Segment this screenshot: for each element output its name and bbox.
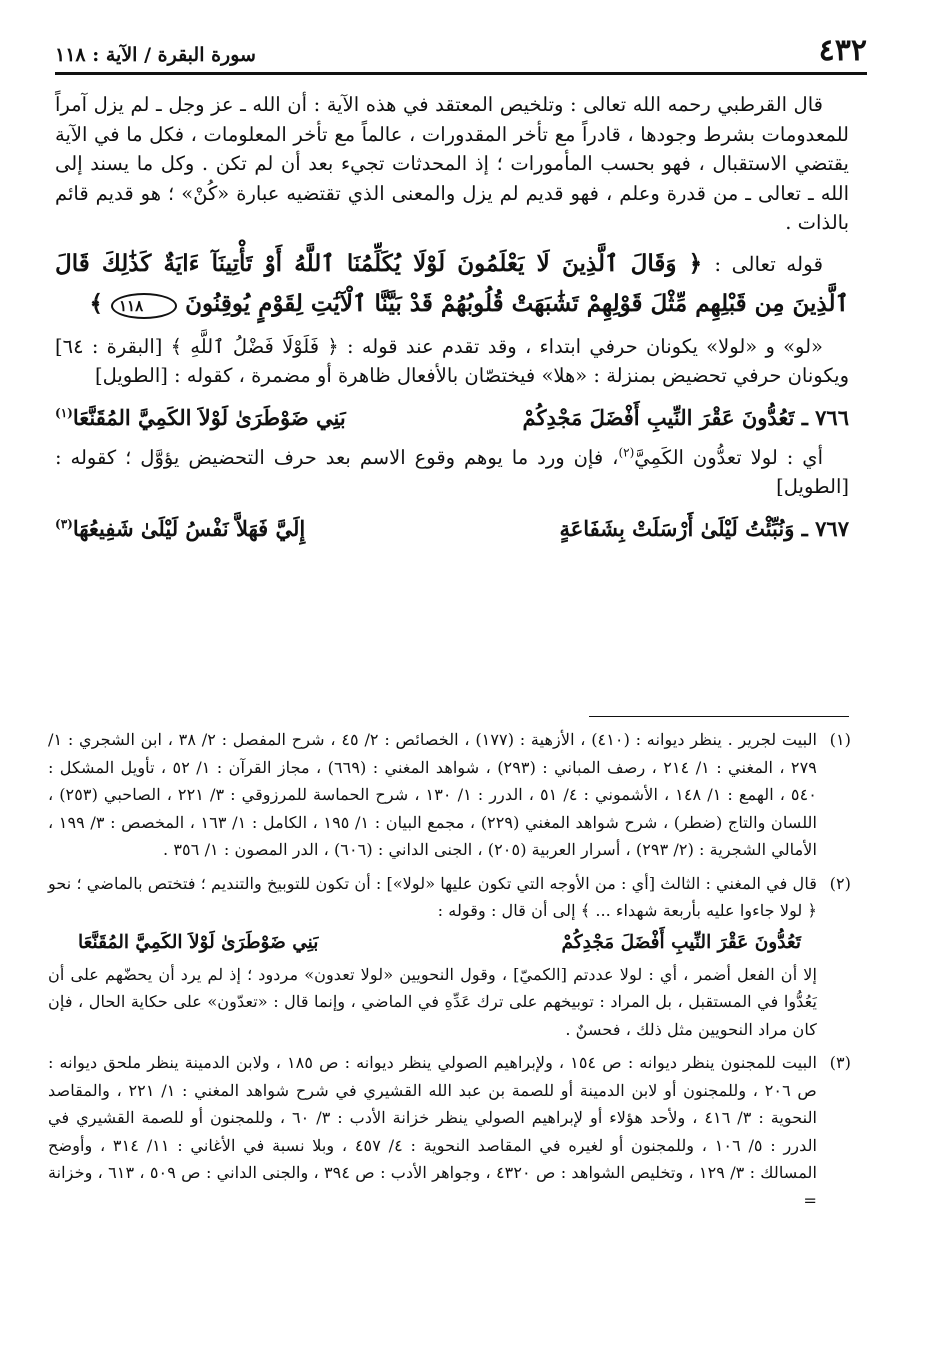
footnote-number: (١) xyxy=(829,730,851,749)
poem-line-767 xyxy=(55,510,849,548)
footnote-2 xyxy=(48,870,851,1044)
footnote-text-continued: إلا أن الفعل أضمر ، أي : لولا عددتم [الكميّ] ، وقول النحويين «لولا تعدون» مردود ؛ إذ لم يرد أن يحضّهم على أن يَعُدُّوا في المستقبل ، بل المراد : توبيخهم على ترك عَدِّهِ في الماضي ، وإنما قال : «تعدّون» على حكاية الحال ، فإن كان مراد النحويين مثل ذلك ، فحسنٌ . xyxy=(48,964,817,1039)
page-number: ٤٣٢ xyxy=(818,33,867,68)
footnote-text: البيت للمجنون ينظر ديوانه : ص ١٥٤ ، ولإبراهيم الصولي ينظر ديوانه : ص ١٨٥ ، ولابن الدمينة ينظر ملحق ديوانه : ص ٢٠٦ ، وللمجنون أو لابن الدمينة أو للصمة بن عبد الله القشيري في شرح شواهد المغني : ١/ ٢٢١ ، والمقاصد النحوية : ٣/ ٤١٦ ، ولأحد هؤلاء أو لإبراهيم الصولي ينظر خزانة الأدب : ٣/ ٦٠ ، وللمجنون أو للصمة القشيري في الدرر : ٥/ ١٠٦ ، وللمجنون أو لغيره في المقاصد النحوية : ٤/ ٤٥٧ ، وبلا نسبة في الأغاني : ١١/ ٣١٤ ، وأوضح المسالك : ٣/ ١٢٩ ، وتخليص الشواهد : ص ٤٣٢٠ ، وجواهر الأدب : ص ٣٩٤ ، والجنى الداني : ص ٥٠٩ ، ٦١٣ ، وخزانة = xyxy=(48,1053,817,1210)
poem-766-second-hemistich: بَنِي ضَوْطَرَىٰ لَوْلاَ الكَمِيَّ المُقَنَّعَا$^{(١)}$ xyxy=(55,404,346,430)
verse-intro: قوله تعالى : xyxy=(714,251,824,276)
footnote-3 xyxy=(48,1049,851,1214)
main-text xyxy=(55,90,849,554)
poem-line-766 xyxy=(55,399,849,437)
poem-767-first-hemistich: ٧٦٧ ـ وَنُبِّئْتُ لَيْلَىٰ أَرْسَلَتْ بِشَفَاعَةٍ xyxy=(559,515,849,541)
paragraph-explanation: أي : لولا تعدُّون الكَمِيَّ$^{(٢)}$، فإن ورد ما يوهم وقوع الاسم بعد حرف التحضيض يؤوَّل ؛ كقوله : [الطويل] xyxy=(55,445,849,498)
footnote-poem-first: تَعُدُّونَ عَقْرَ النِّيبِ أَفْضَلَ مَجْدِكُمْ xyxy=(561,931,801,953)
footnote-separator xyxy=(589,716,849,717)
page-header xyxy=(55,30,867,70)
footnote-ref-1[interactable]: (١) xyxy=(55,405,73,420)
footnote-poem-second: بَنِي ضَوْطَرَىٰ لَوْلاَ الكَمِيَّ المُقَنَّعَا xyxy=(78,931,319,953)
footnote-number: (٢) xyxy=(829,873,851,893)
ayah-number-marker: ١١٨ xyxy=(111,293,177,319)
footnote-poem xyxy=(48,925,817,961)
footnote-ref-3[interactable]: (٣) xyxy=(55,516,73,531)
header-rule xyxy=(55,72,867,75)
verse-close-bracket: ﴾ xyxy=(89,289,103,317)
footnote-ref-2[interactable]: (٢) xyxy=(618,445,635,459)
paragraph-law-lawla: «لو» و «لولا» يكونان حرفي ابتداء ، وقد تقدم عند قوله : ﴿ فَلَوْلَا فَضْلُ ٱللَّهِ ﴾ [البقرة : ٦٤] ويكونان حرفي تحضيض بمنزلة : «هلا» فيختصّان بالأفعال ظاهرة أو مضمرة ، كقوله : [الطويل] xyxy=(55,334,849,387)
footnote-text: قال في المغني : الثالث [أي : من الأوجه التي تكون عليها «لولا»] : أن تكون للتوبيخ والتنديم ؛ فتختص بالماضي ؛ نحو ﴿ لولا جاءوا عليه بأربعة شهداء ... ﴾ إلى أن قال : وقوله : xyxy=(48,873,817,920)
poem-767-second-hemistich: إِلَيَّ فَهَلاَّ نَفْسُ لَيْلَىٰ شَفِيعُهَا$^{(٣)}$ xyxy=(55,515,306,541)
running-title: سورة البقرة / الآية : ١١٨ xyxy=(55,44,256,66)
paragraph-qurtubi: قال القرطبي رحمه الله تعالى : وتلخيص المعتقد في هذه الآية : أن الله ـ عز وجل ـ لم يزل آمراً للمعدومات بشرط وجودها ، قادراً مع تأخر المقدورات ، عالماً مع تأخر المعلومات ، فكل ما في الآية يقتضي الاستقبال ، فهو بحسب المأمورات ؛ إذ المحدثات تجيء بعد أن لم تكن . وكل ما يسند إلى الله ـ تعالى ـ من قدرة وعلم ، فهو قديم لم يزل والمعنى الذي تقتضيه عبارة «كُنْ» ؛ هو قديم قائم بالذات . xyxy=(55,93,849,234)
poem-766-first-hemistich: ٧٦٦ ـ تَعُدُّونَ عَقْرَ النِّيبِ أَفْضَلَ مَجْدِكُمْ xyxy=(522,404,849,430)
verse-text: ﴿ وَقَالَ ٱلَّذِينَ لَا يَعْلَمُونَ لَوْلَا يُكَلِّمُنَا ٱللَّهُ أَوْ تَأْتِينَآ ءَايَةٌ كَذَٰلِكَ قَالَ ٱلَّذِينَ مِن قَبْلِهِم مِّثْلَ قَوْلِهِمْ تَشَٰبَهَتْ قُلُوبُهُمْ قَدْ بَيَّنَّا ٱلْآيَٰتِ لِقَوْمٍ يُوقِنُونَ xyxy=(55,249,849,317)
footnote-1 xyxy=(48,726,851,864)
footnote-number: (٣) xyxy=(829,1053,851,1072)
footnotes xyxy=(48,726,851,1220)
footnote-text: البيت لجرير . ينظر ديوانه : (٤١٠) ، الأزهية : (١٧٧) ، الخصائص : ٢/ ٤٥ ، شرح المفصل : ٢/ ٣٨ ، ابن الشجري : ١/ ٢٧٩ ، المغني : ١/ ٢١٤ ، رصف المباني : (٢٩٣) ، شواهد المغني : (٦٦٩) ، مجاز القرآن : ١/ ٥٢ ، تأويل المشكل : ٥٤٠ ، الهمع : ١/ ١٤٨ ، الأشموني : ٤/ ٥١ ، الدرر : ١/ ١٣٠ ، شرح الحماسة للمرزوقي : ٣/ ٢٢١ ، الصاحبي (٢٥٣) ، اللسان والتاج (ضطر) ، شرح شواهد المغني (٢٢٩) ، مجمع البيان : ١/ ١٩٥ ، الكامل : ١/ ١٦٣ ، المخصص : ٣/ ١٩٩ ، الأمالي الشجرية : (٢/ ٢٩٣) ، أسرار العربية (٢٠٥) ، الجنى الداني : (٦٠٦) ، الدر المصون : ١/ ٣٥٦ . xyxy=(48,730,817,859)
quran-verse xyxy=(55,244,849,324)
